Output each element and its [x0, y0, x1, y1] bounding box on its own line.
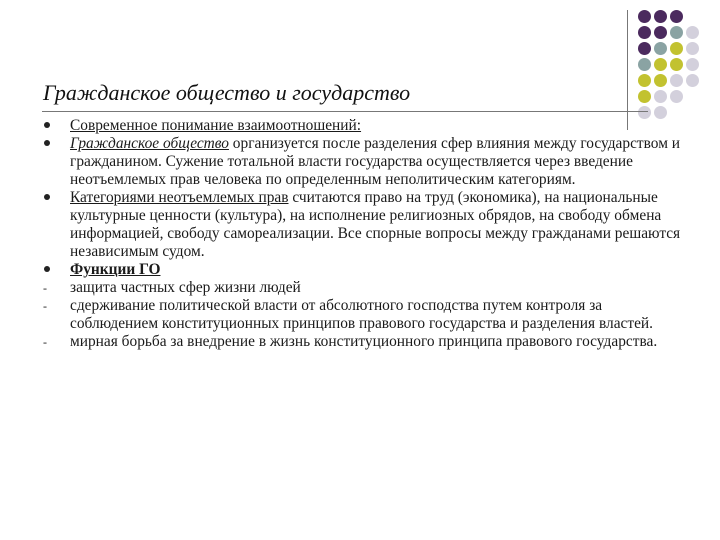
list-item: [43, 189, 683, 261]
list-item: [43, 279, 683, 297]
item-text: считаются право на труд (экономика), на национальные культурные ценности (культура), на исполнение религиозных обрядов, на свободу обмена информацией, свободу самореализации. Все спорные вопросы между гражданами решаются независимым судом.: [70, 189, 681, 260]
item-text: сдерживание политической власти от абсолютного господства путем контроля за соблюдением конституционных принципов правового государства и разделения властей.: [70, 297, 654, 332]
dash-marker: -: [43, 281, 47, 295]
decorative-dot: [654, 74, 667, 87]
dash-marker: -: [43, 335, 47, 349]
list-item: [43, 135, 683, 189]
item-text: мирная борьба за внедрение в жизнь конституционного принципа правового государства.: [70, 333, 658, 350]
decorative-dot: [654, 26, 667, 39]
slide-title: Гражданское общество и государство: [43, 80, 411, 105]
item-heading: Современное понимание взаимоотношений:: [70, 117, 362, 134]
decorative-dot: [670, 10, 683, 23]
decorative-dot: [638, 10, 651, 23]
decorative-dot: [638, 58, 651, 71]
decorative-dot: [638, 74, 651, 87]
item-text: защита частных сфер жизни людей: [70, 279, 301, 296]
list-item: [43, 333, 683, 351]
dash-marker: -: [43, 299, 47, 313]
decorative-dot: [638, 90, 651, 103]
decorative-dot: [638, 26, 651, 39]
item-text: организуется после разделения сфер влияния между государством и гражданином. Сужение тотальной власти государства осуществляется через введение неотъемлемых прав человека по определенным неполитическим категориям.: [70, 135, 681, 188]
bullet-icon: [43, 135, 59, 153]
list-item: [43, 297, 683, 333]
decorative-dot: [686, 42, 699, 55]
decorative-dot: [654, 58, 667, 71]
decorative-dot: [670, 74, 683, 87]
list-item: [43, 261, 683, 279]
decorative-dot: [686, 26, 699, 39]
item-term: Категориями неотъемлемых прав: [70, 189, 289, 206]
decorative-dot: [686, 58, 699, 71]
decorative-dot: [654, 42, 667, 55]
list-item: [43, 117, 683, 135]
decorative-dot-grid: [638, 10, 718, 120]
bullet-icon: [43, 261, 59, 279]
decorative-dot: [670, 26, 683, 39]
vertical-divider: [627, 10, 628, 130]
decorative-dot: [654, 10, 667, 23]
bullet-icon: [43, 189, 59, 207]
decorative-dot: [670, 42, 683, 55]
decorative-dot: [670, 90, 683, 103]
item-term: Гражданское общество: [70, 135, 229, 152]
bullet-list: [43, 117, 683, 351]
decorative-dot: [686, 74, 699, 87]
bullet-icon: [43, 117, 59, 135]
decorative-dot: [638, 42, 651, 55]
decorative-dot: [654, 90, 667, 103]
decorative-dot: [670, 58, 683, 71]
title-underline: [42, 111, 648, 112]
item-heading: Функции ГО: [70, 261, 161, 278]
